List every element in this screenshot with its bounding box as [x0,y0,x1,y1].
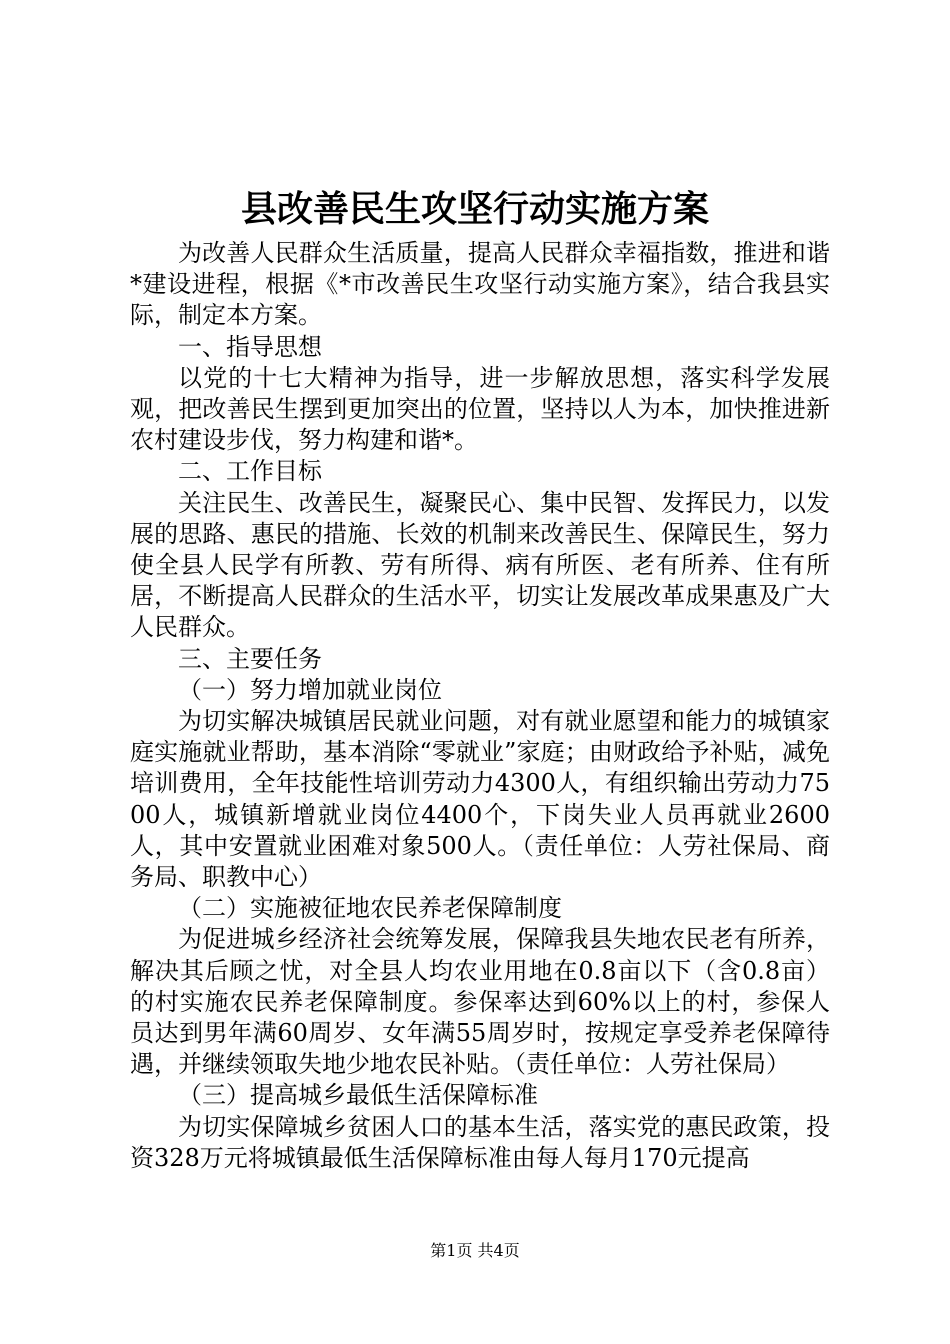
section-heading: 二、工作目标 [178,457,322,486]
body-paragraph: 为改善人民群众生活质量，提高人民群众幸福指数，推进和谐*建设进程，根据《*市改善民生攻坚行动实施方案》，结合我县实际，制定本方案。 [130,239,830,330]
page-footer: 第1页 共4页 [430,1241,520,1260]
document-body [130,238,830,1174]
subsection-heading: （二）实施被征地农民养老保障制度 [178,894,562,923]
subsection-heading: （一）努力增加就业岗位 [178,675,442,704]
subsection-heading: （三）提高城乡最低生活保障标准 [178,1081,538,1110]
section-heading: 一、指导思想 [178,332,322,361]
body-paragraph: 为促进城乡经济社会统筹发展，保障我县失地农民老有所养，解决其后顾之忧，对全县人均农业用地在0.8亩以下（含0.8亩）的村实施农民养老保障制度。参保率达到60%以上的村，参保人员达到男年满60周岁、女年满55周岁时，按规定享受养老保障待遇，并继续领取失地少地农民补贴。（责任单位：人劳社保局） [130,925,830,1079]
document-title: 县改善民生攻坚行动实施方案 [240,188,709,230]
body-paragraph: 关注民生、改善民生，凝聚民心、集中民智、发挥民力，以发展的思路、惠民的措施、长效的机制来改善民生、保障民生，努力使全县人民学有所教、劳有所得、病有所医、老有所养、住有所居，不断提高人民群众的生活水平，切实让发展改革成果惠及广大人民群众。 [130,488,830,642]
body-paragraph: 为切实保障城乡贫困人口的基本生活，落实党的惠民政策，投资328万元将城镇最低生活保障标准由每人每月170元提高 [130,1112,830,1172]
section-heading: 三、主要任务 [178,644,322,673]
body-paragraph: 以党的十七大精神为指导，进一步解放思想，落实科学发展观，把改善民生摆到更加突出的位置，坚持以人为本，加快推进新农村建设步伐，努力构建和谐*。 [130,363,830,455]
body-paragraph: 为切实解决城镇居民就业问题，对有就业愿望和能力的城镇家庭实施就业帮助，基本消除“零就业”家庭；由财政给予补贴，减免培训费用，全年技能性培训劳动力4300人，有组织输出劳动力7500人，城镇新增就业岗位4400个，下岗失业人员再就业2600人，其中安置就业困难对象500人。（责任单位：人劳社保局、商务局、职教中心） [130,707,830,892]
